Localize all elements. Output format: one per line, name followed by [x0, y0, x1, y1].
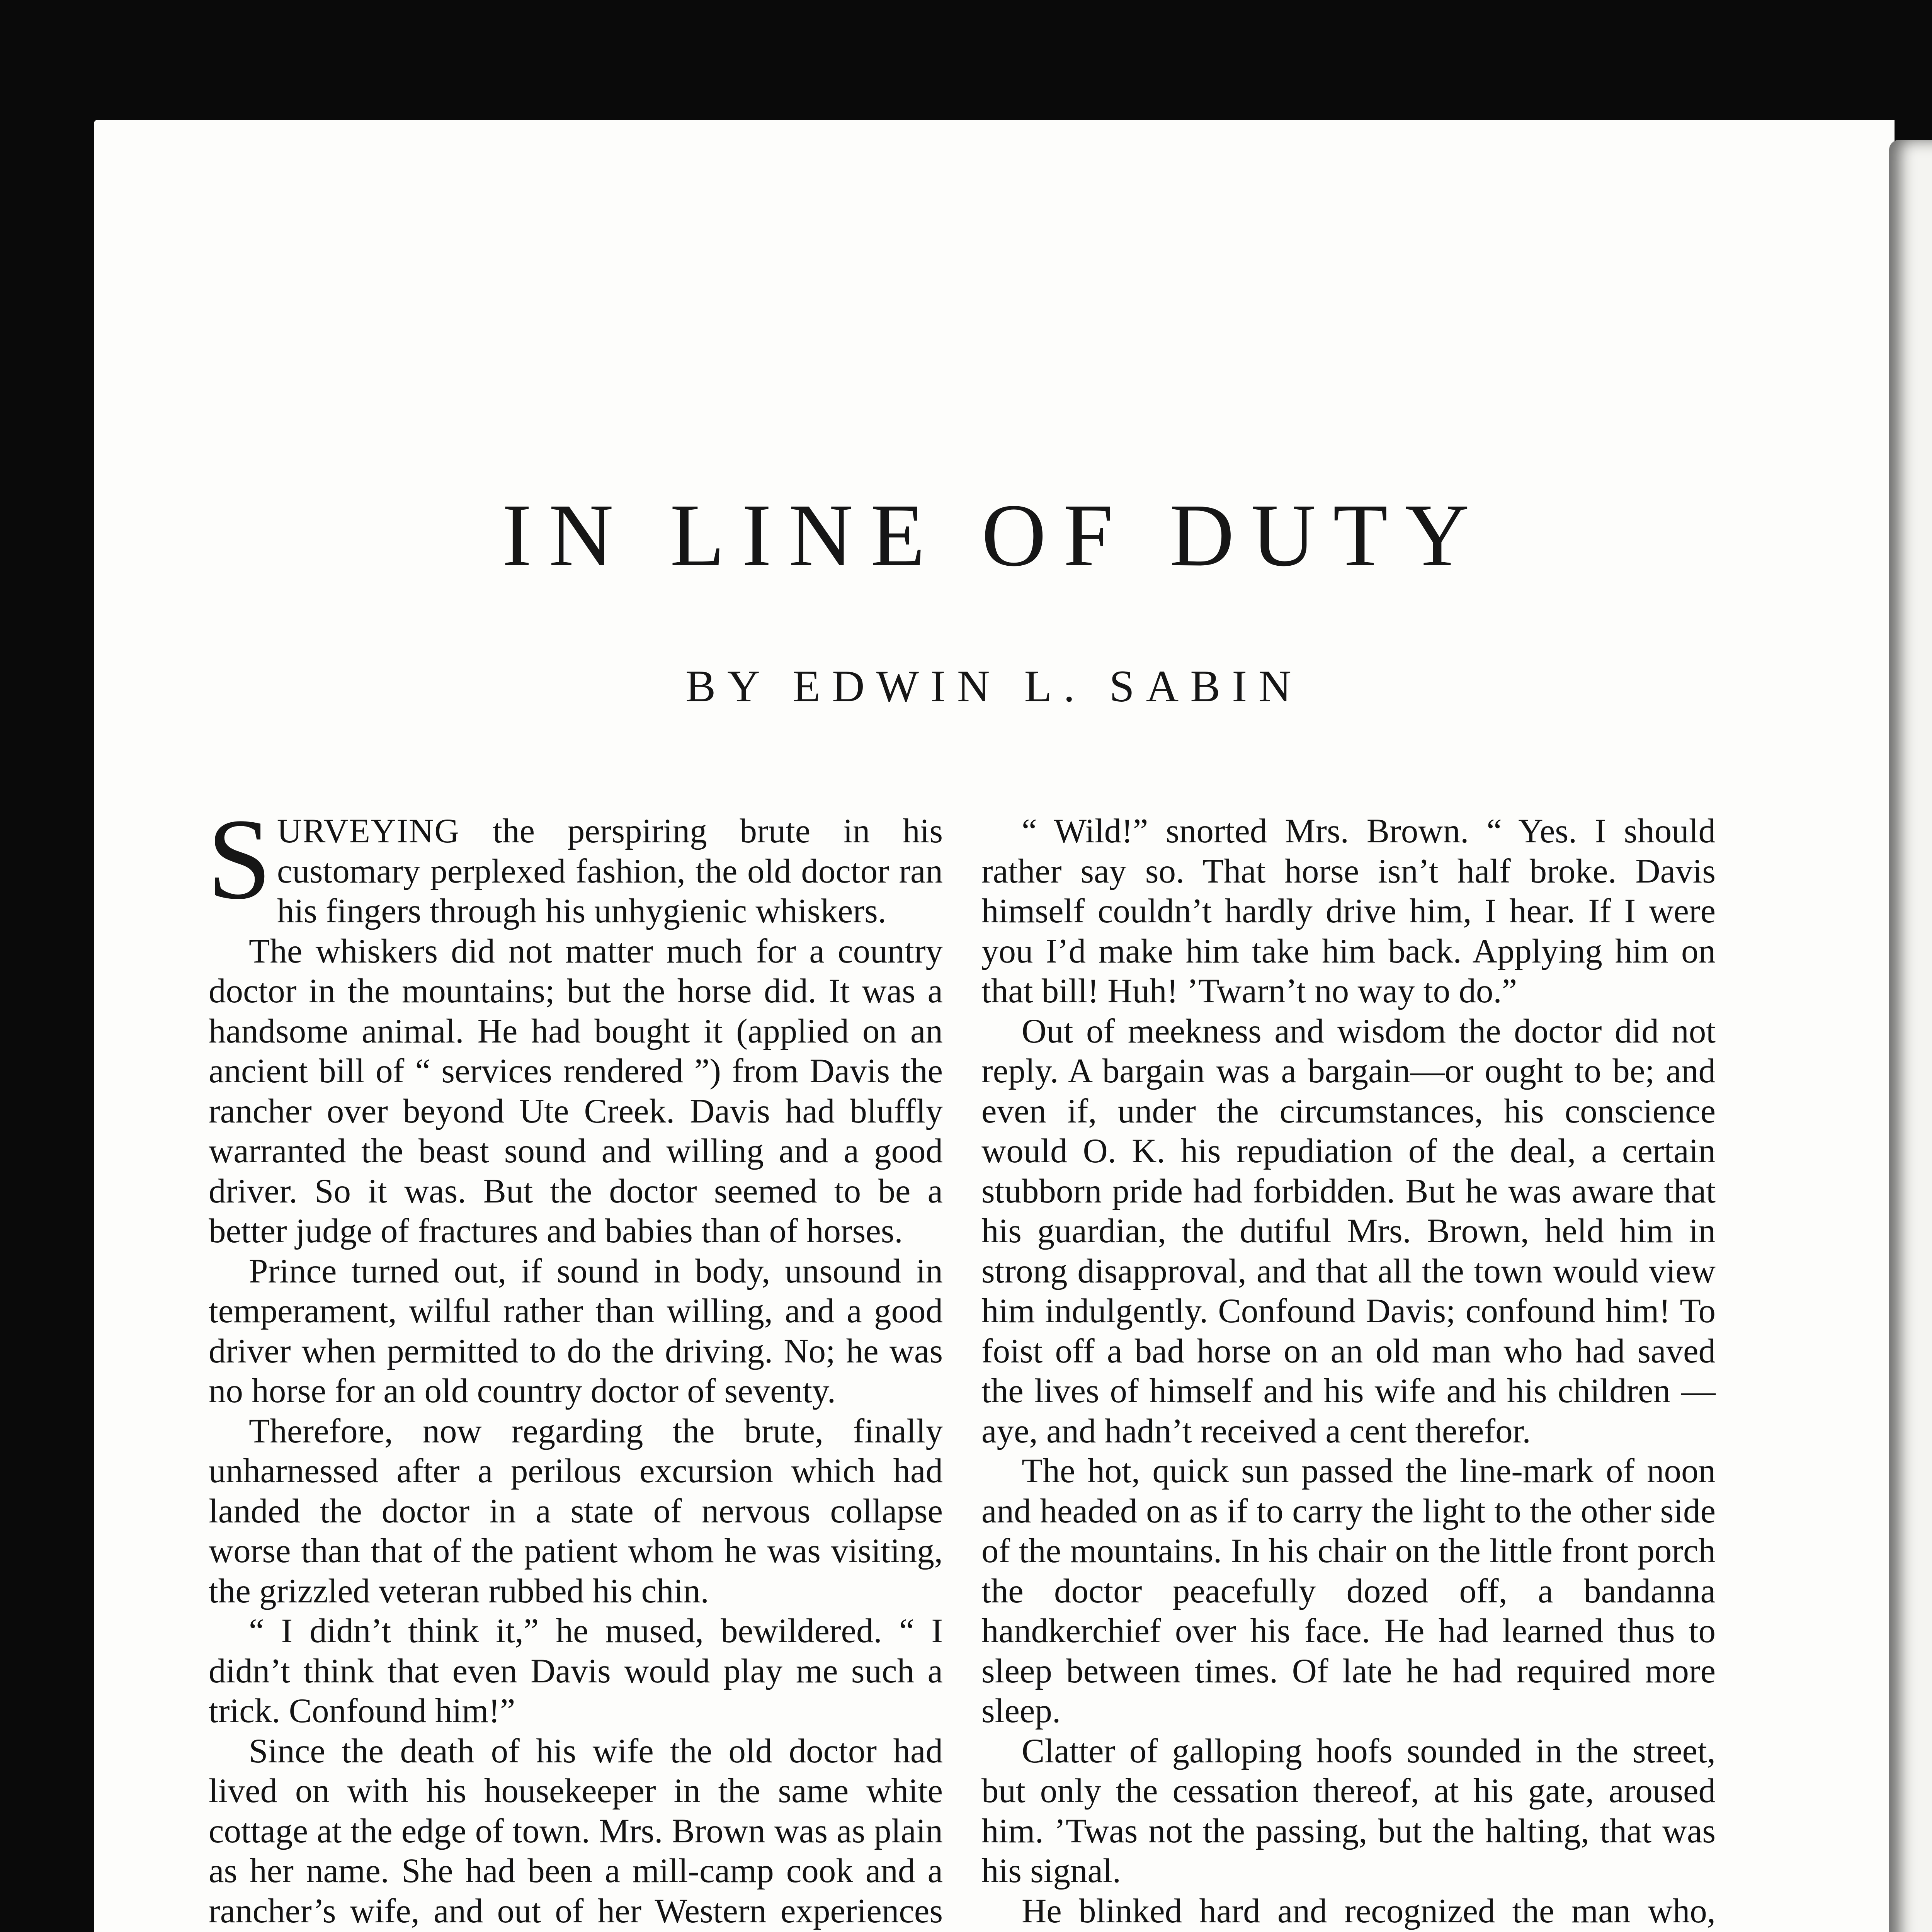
right-column	[981, 811, 1716, 1932]
paragraph: The hot, quick sun passed the line-mark of noon and headed on as if to carry the light to the other side of the mountains. In his chair on the little front porch the doctor peacefully dozed off, a bandanna handkerchief over his face. He had learned thus to sleep between times. Of late he had required more sleep.	[981, 1452, 1716, 1730]
facing-page-edge	[1889, 140, 1932, 1932]
paragraph: Clatter of galloping hoofs sounded in the street, but only the cessation thereof, at his gate, aroused him. ’Twas not the passing, but the halting, that was his signal.	[981, 1732, 1716, 1890]
paragraph: He blinked hard and recognized the man who,	[1022, 1892, 1716, 1930]
article-byline: BY EDWIN L. SABIN	[685, 662, 1303, 711]
article-title: IN LINE OF DUTY	[502, 486, 1486, 585]
paragraph: “ Wild!” snorted Mrs. Brown. “ Yes. I should rather say so. That horse isn’t half broke. Davis himself couldn’t hardly drive him, I hear. If I were you I’d make him take him back. Applying him on that bill! Huh! ’Twarn’t no way to do.”	[981, 812, 1716, 1010]
drop-cap: S	[207, 795, 272, 923]
opening-small-caps: URVEYING	[277, 812, 460, 850]
paragraph: Out of meekness and wisdom the doctor did not reply. A bargain was a bargain—or ought to be; and even if, under the circumstances, his conscience would O. K. his repudiation of the deal, a certain stubborn pride had forbidden. But he was aware that his guardian, the dutiful Mrs. Brown, held him in strong disapproval, and that all the town would view him indulgently. Confound Davis; confound him! To foist off a bad horse on an old man who had saved the lives of himself and his wife and his children — aye, and hadn’t received a cent therefor.	[981, 1012, 1716, 1450]
opening-paragraph	[207, 795, 943, 932]
paragraph: Since the death of his wife the old doctor had lived on with his housekeeper in the same white cottage at the edge of town. Mrs. Brown was as plain as her name. She had been a mill-camp cook and a rancher’s wife, and out of her Western experiences	[209, 1732, 943, 1930]
paragraph: Therefore, now regarding the brute, finally unharnessed after a perilous excursion which had landed the doctor in a state of nervous collapse worse than that of the patient whom he was visiting, the grizzled veteran rubbed his chin.	[209, 1412, 943, 1610]
paragraph: The whiskers did not matter much for a country doctor in the mountains; but the horse did. It was a handsome animal. He had bought it (applied on an ancient bill of “ services rendered ”) from Davis the rancher over beyond Ute Creek. Davis had bluffly warranted the beast sound and willing and a good driver. So it was. But the doctor seemed to be a better judge of fractures and babies than of horses.	[209, 932, 943, 1250]
paragraph: Prince turned out, if sound in body, unsound in temperament, wilful rather than willing, and a good driver when permitted to do the driving. No; he was no horse for an old country doctor of seventy.	[209, 1252, 943, 1410]
left-column	[207, 795, 943, 1932]
paragraph: “ I didn’t think it,” he mused, bewildered. “ I didn’t think that even Davis would play me such a trick. Confound him!”	[209, 1612, 943, 1730]
opening-text: the perspiring brute in his customary perplexed fashion, the old doctor ran his fingers through his unhygienic whiskers.	[277, 812, 943, 930]
